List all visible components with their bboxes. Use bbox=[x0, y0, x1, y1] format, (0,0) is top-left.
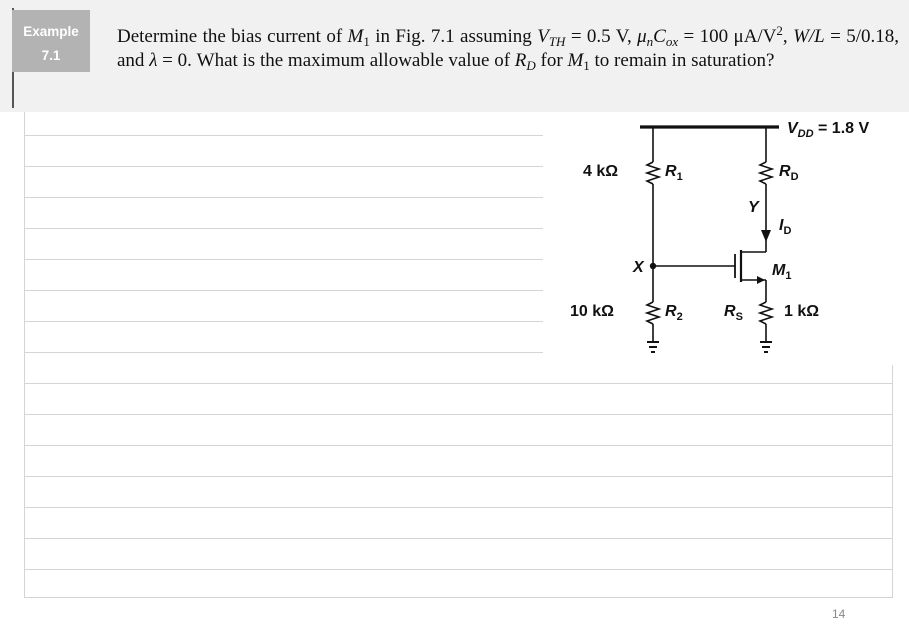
r1-value-label: 4 kΩ bbox=[583, 163, 619, 180]
node-x-label: X bbox=[633, 259, 644, 276]
rd-resistor bbox=[760, 162, 772, 184]
note-line bbox=[24, 414, 893, 415]
circuit-figure bbox=[543, 112, 909, 365]
circuit-diagram bbox=[543, 112, 909, 365]
m1-source-arrow bbox=[757, 276, 765, 284]
rs-resistor bbox=[760, 302, 772, 324]
note-line bbox=[24, 569, 893, 570]
r2-name-label: $R_2$ bbox=[665, 303, 683, 323]
node-x-dot bbox=[650, 263, 656, 269]
example-tag bbox=[12, 10, 90, 72]
r1-resistor bbox=[647, 162, 659, 184]
note-line bbox=[24, 383, 893, 384]
note-line bbox=[24, 476, 893, 477]
rs-name-label: $R_S$ bbox=[724, 303, 743, 323]
page-number: 14 bbox=[832, 607, 846, 621]
vdd-label: $V_{DD} = 1.8$ V bbox=[787, 120, 870, 140]
r2-value-label: 10 kΩ bbox=[570, 303, 614, 320]
problem-statement: Determine the bias current of $M_1$ in Fig. 7.1 assuming $V_{TH} = 0.5$ V, $\mu_nC_{ox} = 100$ $\mu A/V^2$, W/L = 5/0.18, and λ = 0. What is the maximum allowable value of $R_D$ for $M_1$ to remain in saturation? bbox=[117, 23, 900, 73]
m1-label: $M_1$ bbox=[772, 262, 792, 282]
id-arrow bbox=[761, 230, 771, 242]
node-y-label: Y bbox=[748, 199, 759, 216]
r1-name-label: $R_1$ bbox=[665, 163, 683, 183]
example-banner bbox=[0, 0, 909, 112]
r2-resistor bbox=[647, 302, 659, 324]
rs-value-label: 1 kΩ bbox=[784, 303, 820, 320]
id-label: $I_D$ bbox=[779, 217, 792, 237]
example-tag-number: 7.1 bbox=[41, 48, 61, 63]
note-line bbox=[24, 507, 893, 508]
example-tag-word: Example bbox=[23, 24, 79, 39]
note-line bbox=[24, 445, 893, 446]
note-line bbox=[24, 538, 893, 539]
rd-name-label: $R_D$ bbox=[779, 163, 799, 183]
